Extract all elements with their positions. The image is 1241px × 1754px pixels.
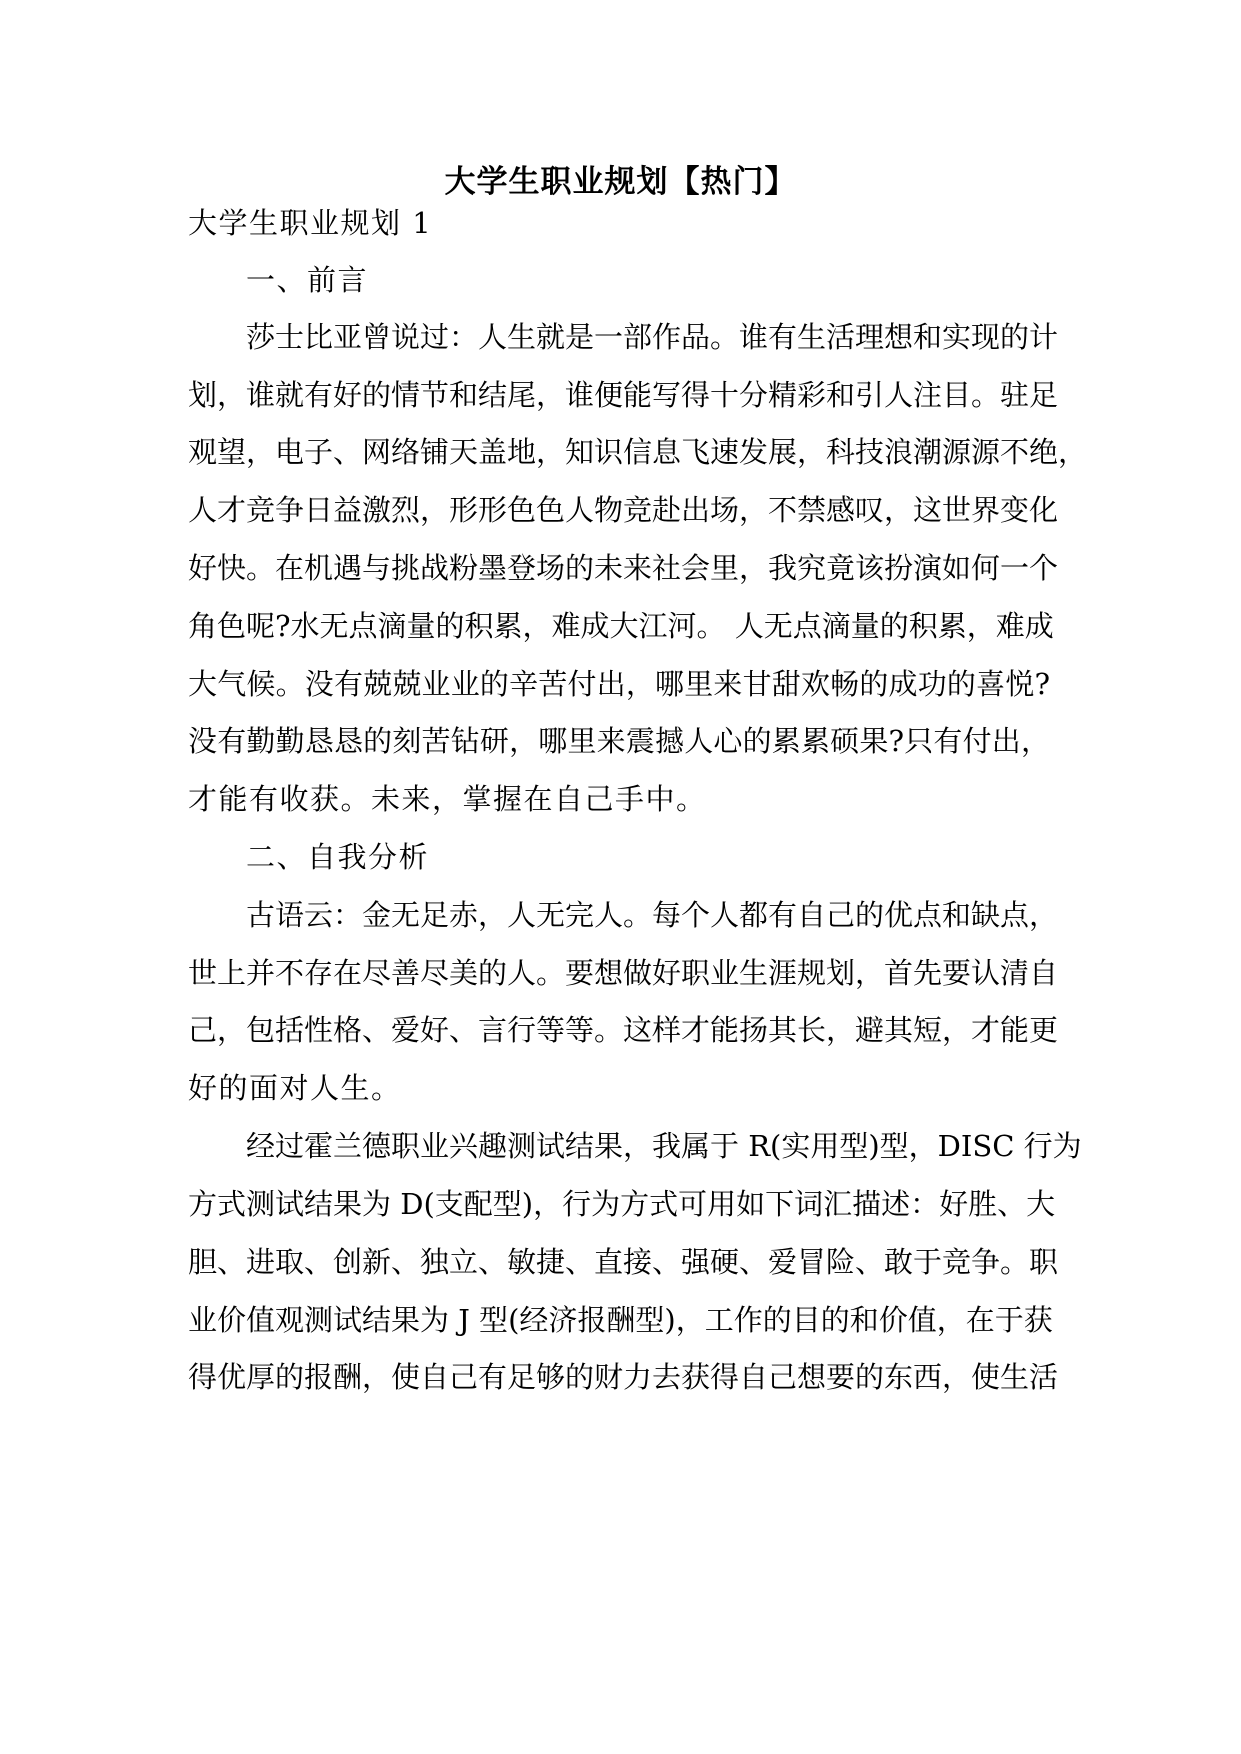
paragraph-line: 好快。在机遇与挑战粉墨登场的未来社会里，我究竟该扮演如何一个 — [188, 551, 1059, 585]
paragraph-line: 人才竞争日益激烈，形形色色人物竞赴出场，不禁感叹，这世界变化 — [188, 493, 1059, 527]
paragraph-line: 世上并不存在尽善尽美的人。要想做好职业生涯规划，首先要认清自 — [188, 956, 1059, 990]
paragraph-line: 好的面对人生。 — [188, 1071, 402, 1105]
paragraph-line: 观望，电子、网络铺天盖地，知识信息飞速发展，科技浪潮源源不绝， — [188, 435, 1088, 469]
paragraph-line: 方式测试结果为 D(支配型)，行为方式可用如下词汇描述：好胜、大 — [188, 1187, 1056, 1221]
paragraph-line: 经过霍兰德职业兴趣测试结果，我属于 R(实用型)型，DISC 行为 — [246, 1129, 1082, 1163]
paragraph-line: 得优厚的报酬，使自己有足够的财力去获得自己想要的东西，使生活 — [188, 1360, 1059, 1394]
paragraph-line: 胆、进取、创新、独立、敏捷、直接、强硬、爱冒险、敢于竞争。职 — [188, 1245, 1059, 1279]
paragraph-line: 划，谁就有好的情节和结尾，谁便能写得十分精彩和引人注目。驻足 — [188, 378, 1059, 412]
paragraph-line: 古语云：金无足赤，人无完人。每个人都有自己的优点和缺点， — [246, 898, 1059, 932]
section-heading: 大学生职业规划 1 — [188, 206, 433, 240]
paragraph-line: 业价值观测试结果为 J 型(经济报酬型)，工作的目的和价值，在于获 — [188, 1303, 1053, 1337]
heading-preface: 一、前言 — [246, 263, 369, 297]
document-title: 大学生职业规划【热门】 — [444, 164, 797, 200]
paragraph-line: 大气候。没有兢兢业业的辛苦付出，哪里来甘甜欢畅的成功的喜悦? — [188, 667, 1050, 701]
paragraph-line: 角色呢?水无点滴量的积累，难成大江河。 人无点滴量的积累，难成 — [188, 609, 1054, 643]
heading-self-analysis: 二、自我分析 — [246, 840, 430, 874]
paragraph-line: 没有勤勤恳恳的刻苦钻研，哪里来震撼人心的累累硕果?只有付出， — [188, 724, 1050, 758]
paragraph-line: 莎士比亚曾说过：人生就是一部作品。谁有生活理想和实现的计 — [246, 320, 1059, 354]
paragraph-line: 才能有收获。未来，掌握在自己手中。 — [188, 782, 707, 816]
paragraph-line: 己，包括性格、爱好、言行等等。这样才能扬其长，避其短，才能更 — [188, 1013, 1059, 1047]
